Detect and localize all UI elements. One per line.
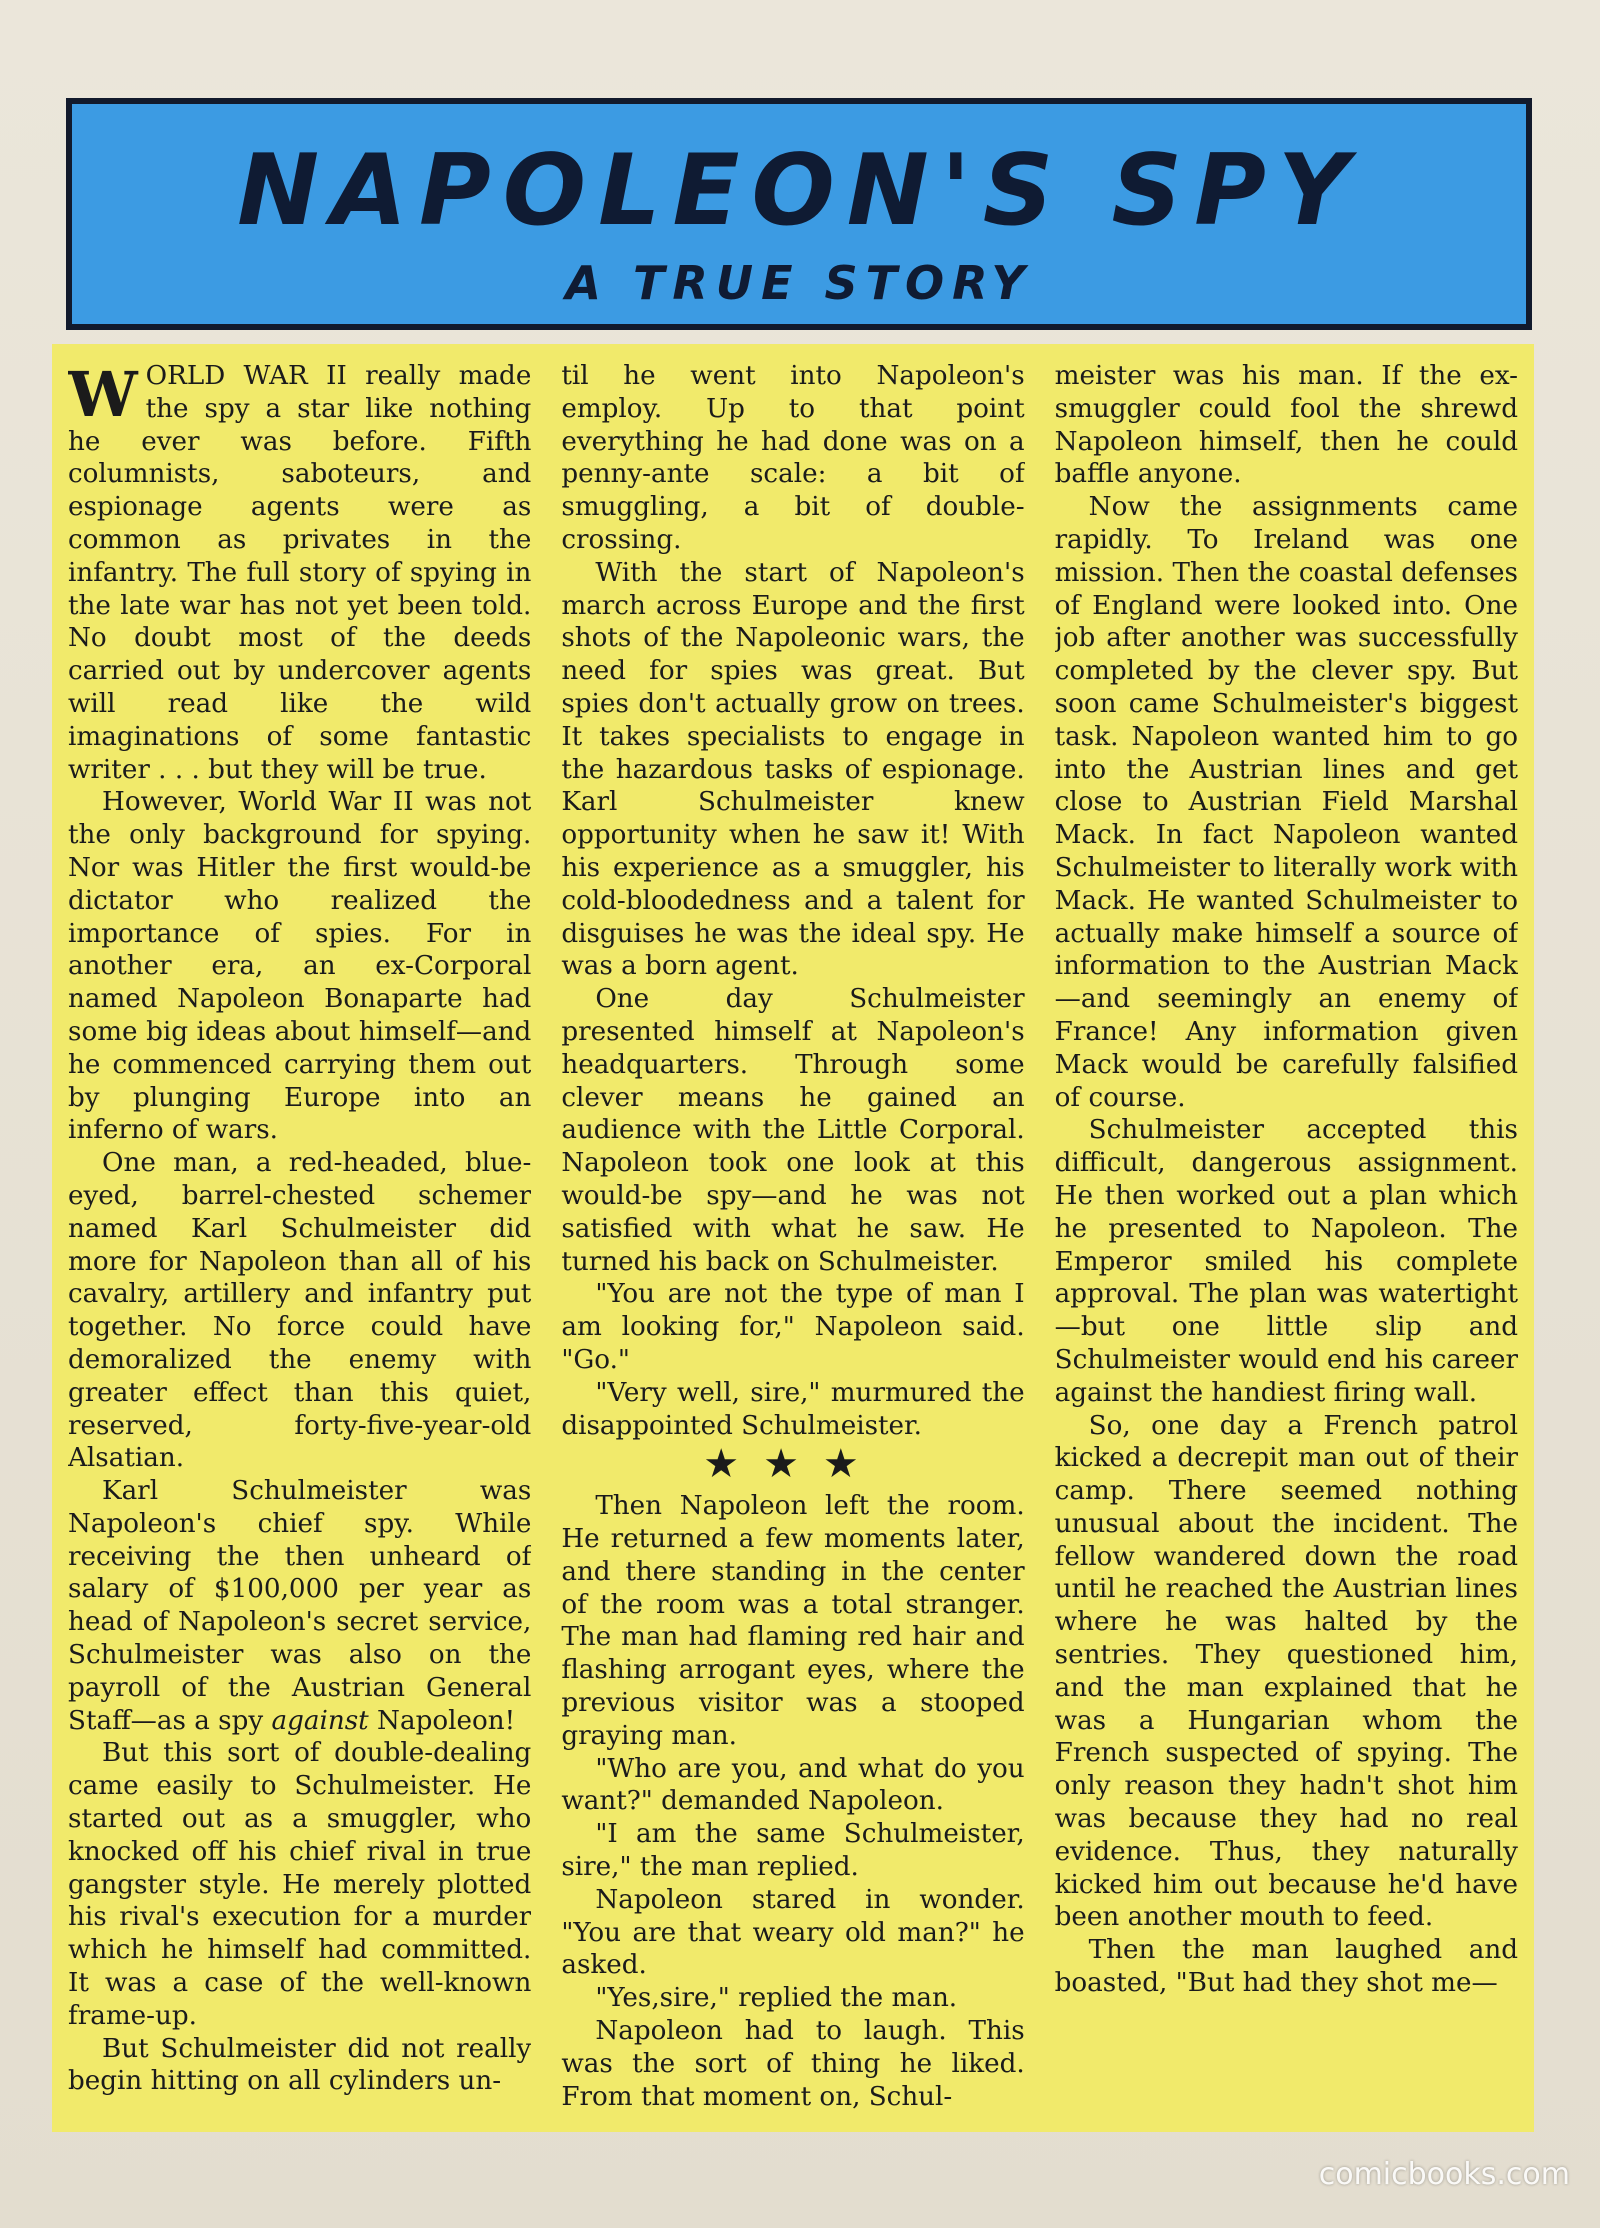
paragraph: "Who are you, and what do you want?" demanded Napoleon. bbox=[561, 1753, 1025, 1817]
paragraph: One man, a red-headed, blue-eyed, barrel-chested schemer named Karl Schulmeister did more for Napoleon than all of his cavalry, artillery and infantry put together. No force could have demoralized the enemy with greater effect than this quiet, reserved, forty-five-year-old Alsatian. bbox=[68, 1148, 532, 1474]
paragraph: One day Schulmeister presented himself at Napoleon's headquarters. Through some clever means he gained an audience with the Little Corporal. Napoleon took one look at this would-be spy—and he was not satisfied with what he saw. He turned his back on Schulmeister. bbox=[561, 984, 1025, 1277]
paragraph: Then the man laughed and boasted, "But had they shot me— bbox=[1054, 1935, 1518, 1999]
text-column-3 bbox=[1055, 360, 1518, 2132]
article-body bbox=[52, 344, 1534, 2132]
section-break-stars: ★★★ bbox=[703, 1441, 883, 1488]
text-column-2 bbox=[561, 360, 1024, 2132]
paragraph: "You are not the type of man I am looking for," Napoleon said. "Go." bbox=[561, 1279, 1025, 1375]
paragraph: til he went into Napoleon's employ. Up to that point everything he had done was on a penny-ante scale: a bit of smuggling, a bit of double-crossing. bbox=[561, 361, 1025, 555]
drop-cap: W bbox=[68, 360, 138, 431]
emphasis-text: against bbox=[271, 1705, 369, 1736]
paragraph: Then Napoleon left the room. He returned a few moments later, and there standing in the center of the room was a total stranger. The man had flaming red hair and flashing arrogant eyes, where the previous visitor was a stooped graying man. bbox=[561, 1491, 1025, 1751]
paragraph: "Yes,sire," replied the man. bbox=[595, 1983, 958, 2014]
paragraph: But Schulmeister did not really begin hitting on all cylinders un- bbox=[68, 2033, 532, 2097]
paragraph: Now the assignments came rapidly. To Ireland was one mission. Then the coastal defenses of England were looked into. One job after another was successfully completed by the clever spy. But soon came Schulmeister's biggest task. Napoleon wanted him to go into the Austrian lines and get close to Austrian Field Marshal Mack. In fact Napoleon wanted Schulmeister to literally work with Mack. He wanted Schulmeister to actually make himself a source of information to the Austrian Mack—and seemingly an enemy of France! Any information given Mack would be carefully falsified of course. bbox=[1054, 492, 1518, 1113]
site-watermark: comicbooks.com bbox=[1318, 2157, 1570, 2192]
paragraph: But this sort of double-dealing came easily to Schulmeister. He started out as a smuggler, who knocked off his chief rival in true gangster style. He merely plotted his rival's execution for a murder which he himself had committed. It was a case of the well-known frame-up. bbox=[68, 1738, 532, 2031]
paragraph: Napoleon had to laugh. This was the sort of thing he liked. From that moment on, Schul- bbox=[561, 2016, 1025, 2112]
title-banner bbox=[66, 98, 1532, 330]
paragraph: meister was his man. If the ex-smuggler could fool the shrewd Napoleon himself, then he could baffle anyone. bbox=[1054, 361, 1518, 490]
text-column-1 bbox=[68, 360, 531, 2132]
paragraph: "I am the same Schulmeister, sire," the man replied. bbox=[561, 1819, 1025, 1883]
paragraph: WORLD WAR II really made the spy a star like nothing he ever was before. Fifth columnists, saboteurs, and espionage agents were as common as privates in the infantry. The full story of spying in the late war has not yet been told. No doubt most of the deeds carried out by undercover agents will read like the wild imaginations of some fantastic writer . . . but they will be true. bbox=[68, 360, 532, 785]
paragraph: So, one day a French patrol kicked a decrepit man out of their camp. There seemed nothing unusual about the incident. The fellow wandered down the road until he reached the Austrian lines where he was halted by the sentries. They questioned him, and the man explained that he was a Hungarian whom the French suspected of spying. The only reason they hadn't shot him was because they had no real evidence. Thus, they naturally kicked him out because he'd have been another mouth to feed. bbox=[1054, 1410, 1518, 1933]
paragraph: With the start of Napoleon's march across Europe and the first shots of the Napoleonic wars, the need for spies was great. But spies don't actually grow on trees. It takes specialists to engage in the hazardous tasks of espionage. Karl Schulmeister knew opportunity when he saw it! With his experience as a smuggler, his cold-bloodedness and a talent for disguises he was the ideal spy. He was a born agent. bbox=[561, 557, 1025, 982]
paragraph: Karl Schulmeister was Napoleon's chief spy. While receiving the then unheard of salary of $100,000 per year as head of Napoleon's secret service, Schulmeister was also on the payroll of the Austrian General Staff—as a spy against Napoleon! bbox=[68, 1476, 532, 1736]
paragraph: Napoleon stared in wonder. "You are that weary old man?" he asked. bbox=[561, 1884, 1025, 1981]
paragraph: Schulmeister accepted this difficult, dangerous assignment. He then worked out a plan which he presented to Napoleon. The Emperor smiled his complete approval. The plan was watertight—but one little slip and Schulmeister would end his career against the handiest firing wall. bbox=[1054, 1115, 1518, 1408]
story-title: NAPOLEON'S SPY bbox=[237, 134, 1361, 248]
paragraph: However, World War II was not the only background for spying. Nor was Hitler the first would-be dictator who realized the importance of spies. For in another era, an ex-Corporal named Napoleon Bonaparte had some big ideas about himself—and he commenced carrying them out by plunging Europe into an inferno of wars. bbox=[68, 787, 532, 1146]
story-subtitle: A TRUE STORY bbox=[565, 256, 1033, 310]
paragraph: "Very well, sire," murmured the disappointed Schulmeister. bbox=[561, 1377, 1025, 1441]
